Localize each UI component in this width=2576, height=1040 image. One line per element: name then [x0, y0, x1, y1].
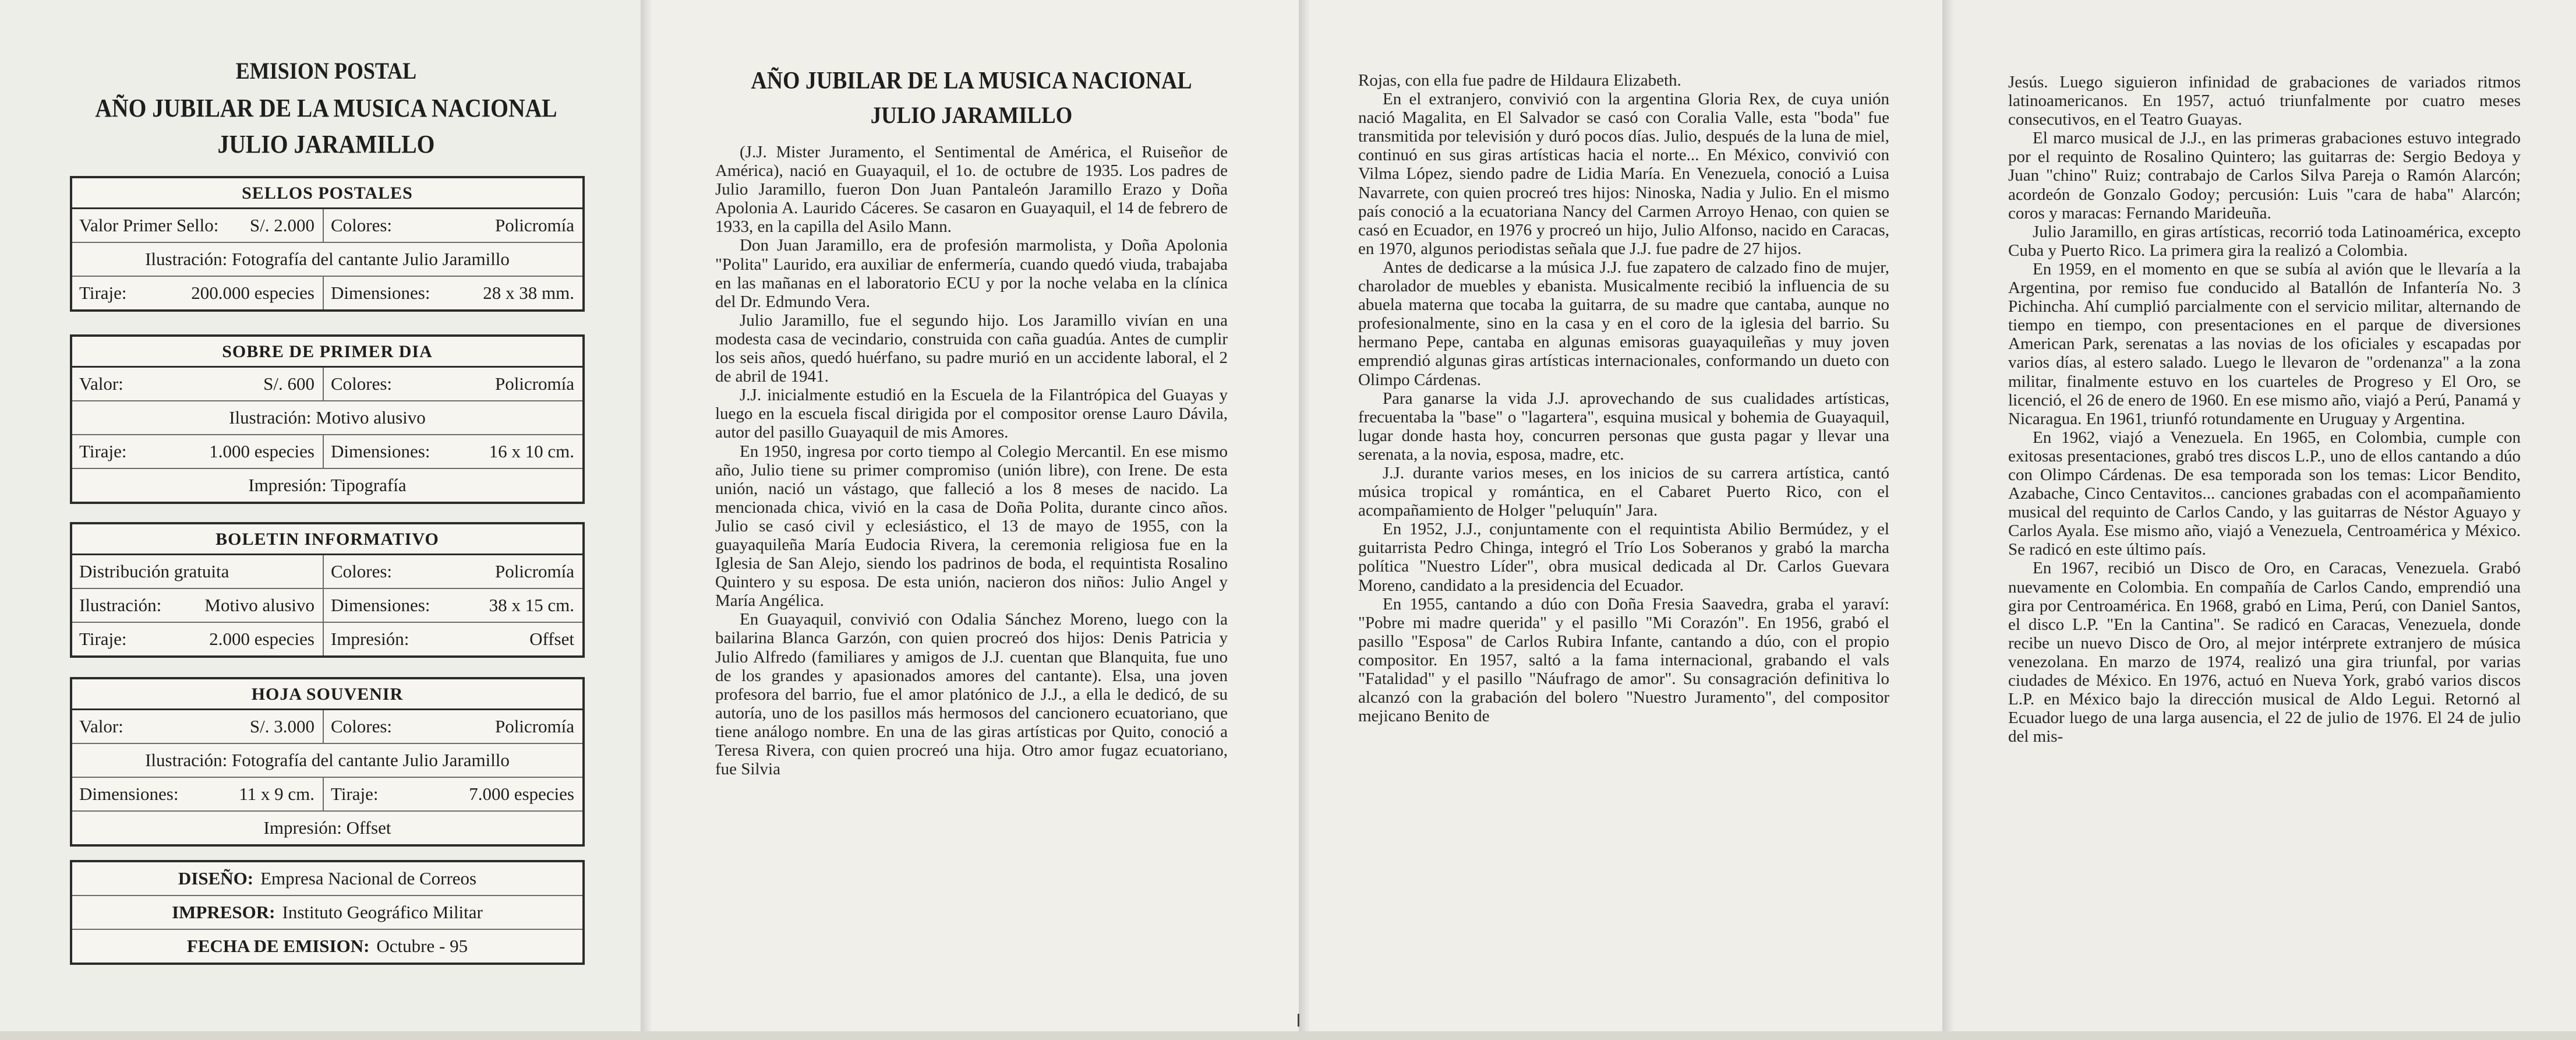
table-title: HOJA SOUVENIR — [72, 679, 582, 710]
paragraph: (J.J. Mister Juramento, el Sentimental de América, el Ruiseñor de América), nació en Guayaquil, el 1o. de octubre de 1935. Los padres de Julio Jaramillo, fueron Don Juan Pantaleón Jaramillo Erazo y Doña Apolonia A. Laurido Cáceres. Se casaron en Guayaquil, el 14 de febrero de 1933, en la capilla del Asilo Mann. — [715, 143, 1228, 237]
table-row — [72, 277, 582, 309]
cell-label: Ilustración: — [79, 595, 162, 615]
table-row — [72, 243, 582, 277]
cell-value: S/. 600 — [263, 373, 315, 394]
table-row — [72, 930, 582, 963]
cell-value: S/. 3.000 — [249, 716, 315, 736]
paragraph: En 1955, cantando a dúo con Doña Fresia Saavedra, graba el yaraví: "Pobre mi madre querida" y el pasillo "Mi Corazón". En 1956, grabó el pasillo "Esposa" de Carlos Rubira Infante, cantando a dúo, con el propio compositor. En 1957, saltó a la fama internacional, grabando el vals "Fatalidad" y el pasillo "Náufrago de amor". Su consagración definitiva lo alcanzó con la grabación del bolero "Nuestro Juramento", del compositor mejicano Benito de — [1358, 594, 1889, 726]
cell-value: Impresión: Tipografía — [248, 475, 407, 495]
cell-label: DISEÑO: — [178, 868, 254, 889]
cell-value: Offset — [529, 629, 574, 649]
paragraph: J.J. inicialmente estudió en la Escuela de la Filantrópica del Guayas y luego en la escuela fiscal dirigida por el compositor orense Lauro Dávila, autor del pasillo Guayaquil de mis Amores. — [715, 386, 1228, 442]
heading-julio-jaramillo: JULIO JARAMILLO — [217, 130, 435, 158]
cell-value: Distribución gratuita — [79, 561, 229, 581]
cell-label: Colores: — [331, 215, 393, 235]
cell-label: Colores: — [331, 373, 393, 394]
cell-value: 28 x 38 mm. — [483, 283, 574, 303]
paragraph: Julio Jaramillo, fue el segundo hijo. Los Jaramillo vivían en una modesta casa de vecindario, construida con caña guadúa. Antes de cumplir los seis años, quedó huérfano, su padre murió en un accidente laboral, el 2 de abril de 1941. — [715, 311, 1228, 386]
paragraph: El marco musical de J.J., en las primeras grabaciones estuvo integrado por el requinto de Rosalino Quintero; las guitarras de: Sergio Bedoya y Juan "chino" Ruiz; contrabajo de Carlos Silva Pareja o Ramón Alarcón; acordeón de Gonzalo Godoy; percusión: Luis "cara de haba" Alarcón; coros y maracas: Fernando Marideuña. — [2008, 129, 2521, 223]
paragraph: En 1967, recibió un Disco de Oro, en Caracas, Venezuela. Grabó nuevamente en Colombia. En compañía de Carlos Cando, emprendió una gira por Centroamérica. En 1968, grabó en Lima, Perú, con Daniel Santos, el disco L.P. "En la Cantina". Se radicó en Caracas, Venezuela, donde recibe un nuevo Disco de Oro, al mejor intérprete extranjero de música venezolana. En marzo de 1974, realizó una gira triunfal, por varias ciudades de México. En 1976, actuó en Nueva York, grabó varios discos L.P. en México bajo la dirección musical de Aldo Legui. Retornó al Ecuador luego de una larga ausencia, el 22 de julio de 1976. El 24 de julio del mis- — [2008, 559, 2521, 746]
cell-label: Colores: — [331, 716, 393, 736]
cell-value: 16 x 10 cm. — [489, 441, 574, 461]
cell-label: Tiraje: — [79, 441, 127, 461]
table-row — [72, 555, 582, 589]
cell-label: Dimensiones: — [331, 283, 430, 303]
sobre-primer-dia-table — [70, 334, 585, 504]
hoja-souvenir-table — [70, 677, 585, 847]
cell-value: 1.000 especies — [209, 441, 315, 461]
table-row — [72, 744, 582, 778]
paragraph: En 1962, viajó a Venezuela. En 1965, en Colombia, cumple con exitosas presentaciones, grabó tres discos L.P., uno de ellos cantando a dúo con Olimpo Cárdenas. De esa temporada son los temas: Licor Bendito, Azabache, Cinco Centavitos... canciones grabadas con el acompañamiento musical del requinto de Carlos Cando, y las guitarras de Néstor Aguayo y Carlos Ayala. Ese mismo año, viajó a Venezuela, Centroamérica y México. Se radicó en este último país. — [2008, 428, 2521, 559]
biography-column-3 — [2008, 73, 2521, 746]
cell-value: Policromía — [494, 561, 574, 581]
table-title: SOBRE DE PRIMER DIA — [72, 337, 582, 368]
cell-value: Ilustración: Motivo alusivo — [229, 407, 426, 428]
boletin-informativo-table — [70, 522, 585, 658]
heading-emision-postal: EMISION POSTAL — [235, 58, 417, 84]
paragraph: Julio Jaramillo, en giras artísticas, recorrió toda Latinoamérica, excepto Cuba y Puerto Rico. La primera gira la realizó a Colombia. — [2008, 222, 2521, 260]
cell-value: 2.000 especies — [209, 629, 315, 649]
cell-value: Policromía — [494, 215, 574, 235]
cell-label: IMPRESOR: — [172, 902, 275, 922]
cell-value: Ilustración: Fotografía del cantante Julio Jaramillo — [145, 249, 510, 269]
paragraph: Jesús. Luego siguieron infinidad de grabaciones de variados ritmos latinoamericanos. En 1957, actuó triunfalmente por cuatro meses consecutivos, en el Teatro Guayas. — [2008, 73, 2521, 129]
table-row — [72, 896, 582, 930]
table-row — [72, 209, 582, 243]
credits-table — [70, 860, 585, 965]
cell-value: Impresión: Offset — [263, 817, 391, 838]
paragraph: Don Juan Jaramillo, era de profesión marmolista, y Doña Apolonia "Polita" Laurido, era auxiliar de enfermería, cuando quedó viuda, trabajaba en las mañanas en el laboratorio ECU y por la noche velaba en la clínica del Dr. Edmundo Vera. — [715, 236, 1228, 311]
cell-label: Dimensiones: — [79, 784, 179, 804]
cell-value: Instituto Geográfico Militar — [282, 902, 483, 922]
paragraph: Rojas, con ella fue padre de Hildaura Elizabeth. — [1358, 71, 1681, 90]
cell-label: Tiraje: — [79, 629, 127, 649]
cell-label: Valor: — [79, 716, 123, 736]
cell-value: Octubre - 95 — [376, 936, 468, 956]
cell-label: Valor: — [79, 373, 123, 394]
cell-value: Empresa Nacional de Correos — [260, 868, 477, 889]
cell-value: S/. 2.000 — [249, 215, 315, 235]
cell-value: Policromía — [494, 373, 574, 394]
cell-label: Colores: — [331, 561, 393, 581]
cell-label: FECHA DE EMISION: — [186, 936, 370, 956]
cell-label: Valor Primer Sello: — [79, 215, 219, 235]
paragraph: Para ganarse la vida J.J. aprovechando de sus cualidades artísticas, frecuentaba la "base" o "lagartera", esquina musical y bohemia de Guayaquil, lugar donde hasta hoy, concurren personas que gusta pagar y llevar una serenata, a la novia, esposa, madre, etc. — [1358, 389, 1889, 464]
table-title: BOLETIN INFORMATIVO — [72, 524, 582, 555]
cell-value: 11 x 9 cm. — [239, 784, 315, 804]
paper-bottom-edge — [0, 1031, 2576, 1040]
paragraph: En 1950, ingresa por corto tiempo al Colegio Mercantil. En ese mismo año, Julio tiene su primer compromiso (unión libre), con Irene. De esta unión, nació un vástago, que falleció a los 8 meses de nacido. La mencionada chica, vivió en la casa de Doña Polita, durante cinco años. Julio se casó civil y eclesiástico, el 13 de mayo de 1955, con la guayaquileña María Eudocia Rivera, la ceremonia religiosa fue en la Iglesia de San Alejo, siendo los padrinos de boda, el requintista Rosalino Quintero y su esposa. De esta unión, nacieron dos niños: Julio Angel y María Angélica. — [715, 442, 1228, 611]
fold-shadow — [641, 0, 652, 1031]
paragraph: En Guayaquil, convivió con Odalia Sánchez Moreno, luego con la bailarina Blanca Garzón, con quien procreó dos hijos: Denis Patricia y Julio Alfredo (familiares y amigos de J.J. cuentan que Blanquita, fue uno de los grandes y apasionados amores del cantante). Elsa, una joven profesora del barrio, fue el amor platónico de J.J., a ella le dedicó, de su autoría, uno de los pasillos más hermosos del cancionero ecuatoriano, que tiene análogo nombre. En una de las giras artísticas por Quito, conoció a Teresa Rivera, con quien procreó una hija. Otro amor fugaz ecuatoriano, fue Silvia — [715, 610, 1228, 779]
cell-value: 7.000 especies — [469, 784, 574, 804]
table-row — [72, 623, 582, 655]
table-row — [72, 812, 582, 844]
paragraph: En 1952, J.J., conjuntamente con el requintista Abilio Bermúdez, y el guitarrista Pedro Chinga, integró el Trío Los Soberanos y grabó la marcha política "Nuestro Líder", obra musical dedicada al Dr. Carlos Guevara Moreno, candidato a la presidencia del Ecuador. — [1358, 520, 1889, 595]
table-row — [72, 862, 582, 896]
panel-technical-data — [0, 0, 641, 1031]
table-row — [72, 778, 582, 812]
fold-shadow — [1299, 0, 1310, 1031]
table-row — [72, 710, 582, 744]
table-title: SELLOS POSTALES — [72, 178, 582, 209]
cell-value: Ilustración: Fotografía del cantante Julio Jaramillo — [145, 750, 510, 770]
heading-ano-jubilar: AÑO JUBILAR DE LA MUSICA NACIONAL — [95, 94, 557, 122]
cell-label: Tiraje: — [331, 784, 379, 804]
cell-value: 38 x 15 cm. — [489, 595, 574, 615]
cell-label: Impresión: — [331, 629, 409, 649]
cell-value: Motivo alusivo — [204, 595, 315, 615]
biography-column-2 — [1358, 71, 1889, 725]
paragraph: J.J. durante varios meses, en los inicios de su carrera artística, cantó música tropical y romántica, en el Cabaret Puerto Rico, con el acompañamiento de Holger "peluquín" Jara. — [1358, 463, 1889, 520]
biography-column-1 — [715, 143, 1228, 778]
table-row — [72, 401, 582, 435]
table-row — [72, 469, 582, 502]
paragraph: Antes de dedicarse a la música J.J. fue zapatero de calzado fino de mujer, charolador de muebles y ebanista. Musicalmente recibió la influencia de su abuela materna que tocaba la guitarra, de su madre que cantaba, aunque no profesionalmente, sino en la casa y en el coro de la iglesia del barrio. Su hermano Pepe, cantaba en algunas emisoras guayaquileñas y muy joven emprendió algunas giras artísticas internacionales, conformando un dueto con Olimpo Cárdenas. — [1358, 258, 1889, 389]
table-row — [72, 368, 582, 401]
table-row — [72, 589, 582, 623]
cell-label: Tiraje: — [79, 283, 127, 303]
cell-value: Policromía — [494, 716, 574, 736]
cell-label: Dimensiones: — [331, 595, 430, 615]
sellos-postales-table — [70, 176, 585, 312]
biography-subtitle: JULIO JARAMILLO — [870, 102, 1073, 128]
fold-shadow — [1942, 0, 1954, 1031]
table-row — [72, 435, 582, 469]
biography-title: AÑO JUBILAR DE LA MUSICA NACIONAL — [751, 68, 1192, 94]
cell-label: Dimensiones: — [331, 441, 430, 461]
cell-value: 200.000 especies — [191, 283, 315, 303]
fold-mark — [1298, 1014, 1299, 1027]
paragraph: En el extranjero, convivió con la argentina Gloria Rex, de cuya unión nació Magalita, en El Salvador se casó con Coralia Valle, esta "boda" fue transmitida por televisión y duró pocos días. Julio, después de la luna de miel, continuó en sus giras artísticas hacia el norte... En México, convivió con Vilma López, siendo padre de Lidia María. En Venezuela, conoció a Luisa Navarrete, con quien procreó tres hijos: Ninoska, Nadia y Julio. En el mismo país conoció a la ecuatoriana Nancy del Carmen Arroyo Henao, con quien se casó en Ecuador, en 1976 y procreó un hijo, Julio Alfonso, nacido en Caracas, en 1970, algunos periodistas señala que J.J. fue padre de 27 hijos. — [1358, 90, 1889, 258]
paragraph: En 1959, en el momento en que se subía al avión que le llevaría a la Argentina, por remiso fue conducido al Batallón de Infantería No. 3 Pichincha. Ahí cumplió parcialmente con el servicio militar, alternando de tiempo en tiempo, con presentaciones en el parque de diversiones American Park, serenatas a las novias de los oficiales y escapadas por varios días, al estero salado. Luego le llevaron de "ordenanza" a la zona militar, finalmente estuvo en los cuarteles de Progreso y El Oro, se licenció, el 26 de enero de 1960. En ese mismo año, viajó a Perú, Panamá y Nicaragua. En 1961, triunfó rotundamente en Uruguay y Argentina. — [2008, 259, 2521, 428]
